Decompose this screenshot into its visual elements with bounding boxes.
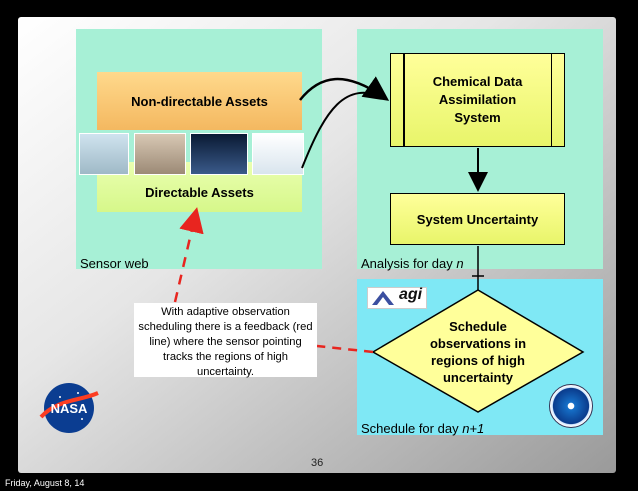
assets-to-analysis-arrow (300, 79, 385, 100)
chemical-line-2: Assimilation (438, 92, 517, 107)
chemical-line-1: Chemical Data (432, 74, 523, 89)
analysis-day-var: n (456, 256, 464, 271)
schedule-line-3: regions of high (431, 353, 525, 368)
analysis-text: Analysis for day (361, 256, 457, 271)
schedule-text: Schedule for day (361, 421, 463, 436)
analysis-day-label (361, 256, 464, 271)
nasa-logo-text: NASA (50, 401, 88, 416)
chemical-line-3: System (454, 110, 501, 125)
non-directable-assets-label: Non-directable Assets (131, 93, 268, 109)
feedback-red-line (317, 346, 373, 352)
callout-text: With adaptive observation scheduling there is a feedback (red line) where the sensor pointing tracks the regions of high uncertainty. (138, 306, 313, 378)
disk-icon (549, 384, 593, 428)
date-footer: Friday, August 8, 14 (5, 478, 85, 488)
schedule-observations-text (413, 318, 543, 386)
schedule-day-label (361, 421, 484, 436)
feedback-red-arrow (175, 212, 196, 302)
system-uncertainty-label: System Uncertainty (416, 211, 539, 227)
directable-assets-label: Directable Assets (145, 184, 254, 200)
sensor-web-label (80, 256, 149, 271)
feedback-callout (134, 303, 317, 377)
schedule-line-2: observations in (429, 336, 527, 351)
agi-logo-text: agi (399, 286, 423, 303)
assets-to-analysis-curve-2 (302, 93, 385, 168)
schedule-day-var: n+1 (462, 421, 485, 436)
schedule-line-4: uncertainty (442, 370, 514, 385)
schedule-line-1: Schedule (449, 319, 507, 334)
agi-triangle-icon (368, 288, 398, 308)
page-number: 36 (311, 457, 324, 469)
nasa-logo (38, 381, 100, 435)
sensor-web-text: Sensor web (80, 256, 149, 271)
